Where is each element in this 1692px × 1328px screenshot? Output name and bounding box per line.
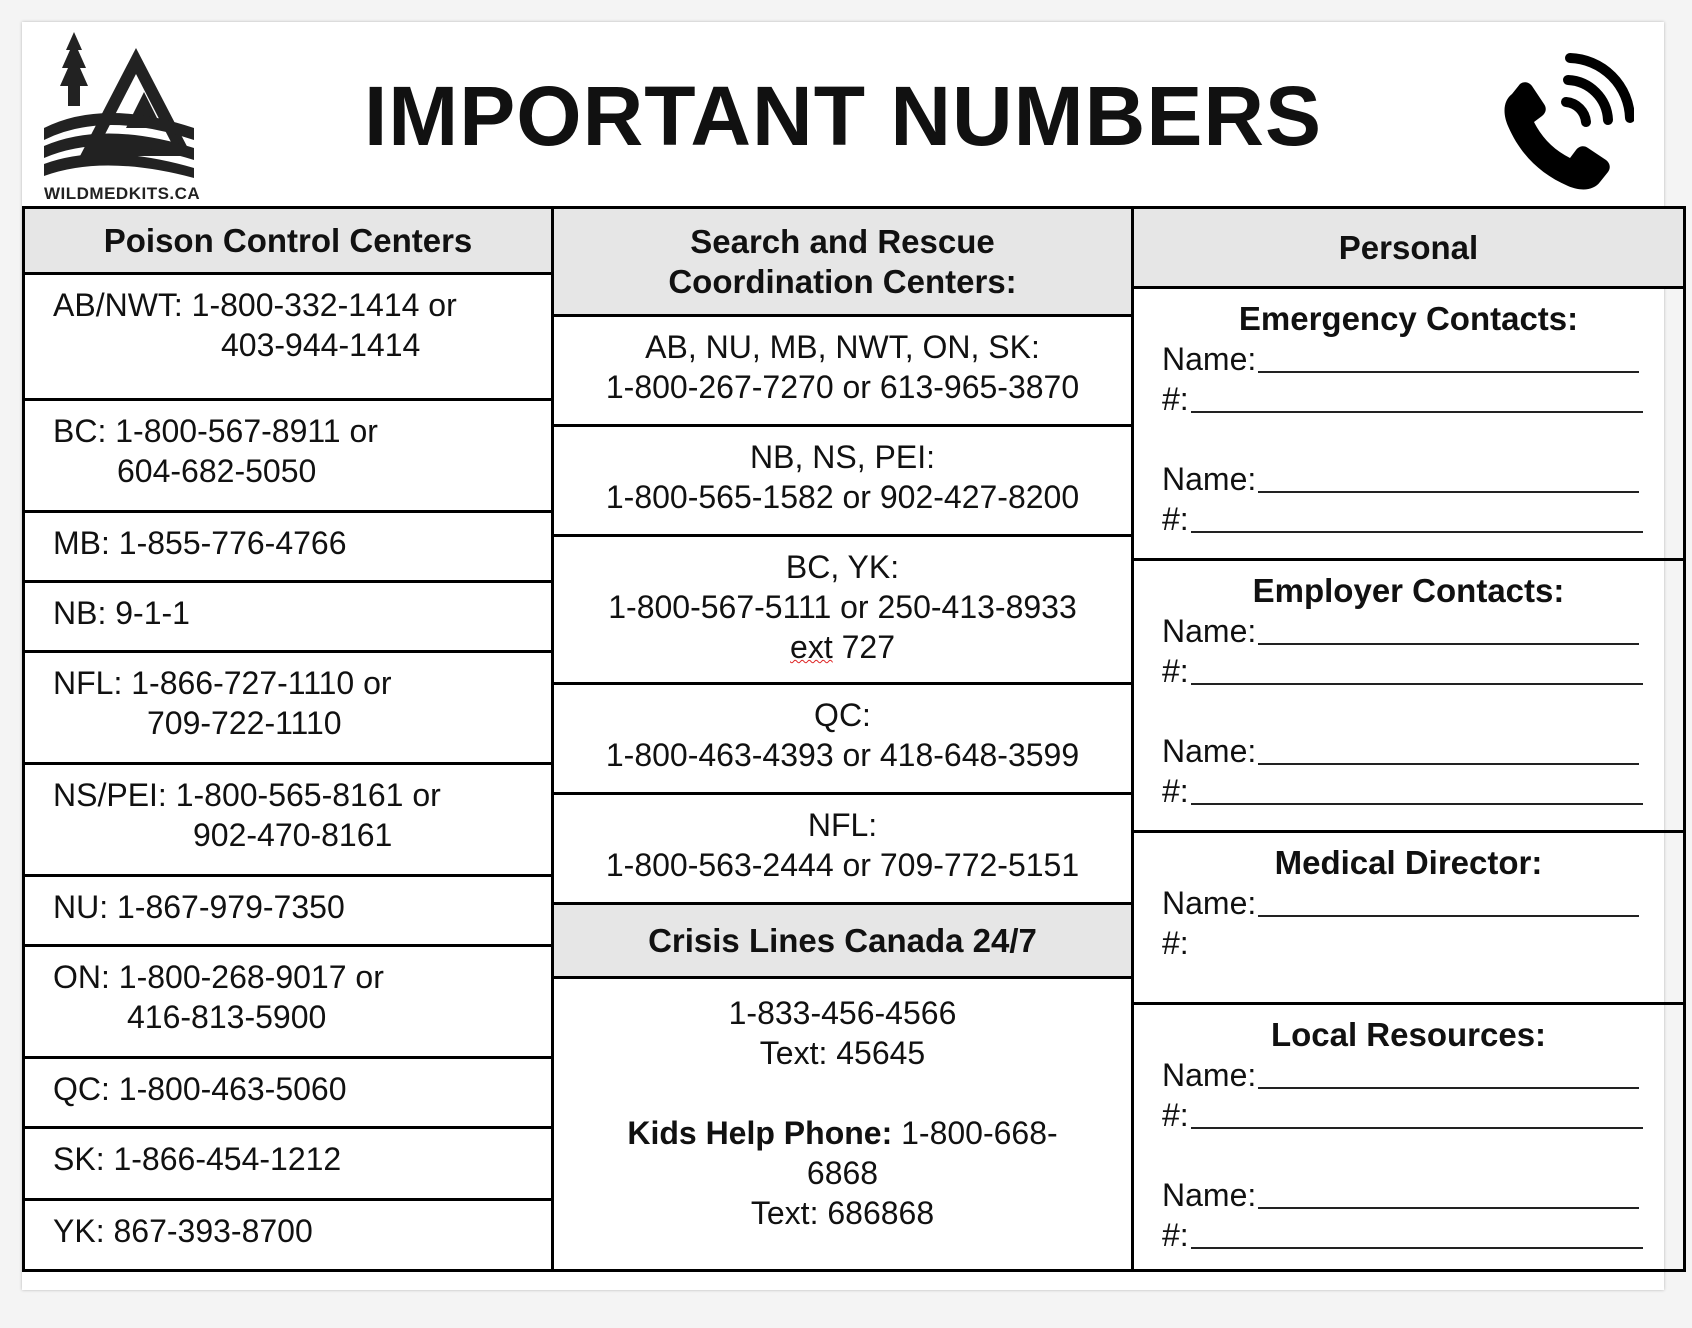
- row-line-cont: 902-470-8161: [193, 817, 393, 853]
- poison-row-qc: [25, 1059, 551, 1129]
- row-line: YK: 867-393-8700: [53, 1213, 313, 1249]
- crisis-lines-header: Crisis Lines Canada 24/7: [554, 905, 1131, 979]
- name-label: Name:: [1162, 461, 1257, 497]
- row-line: NB, NS, PEI:: [750, 439, 935, 475]
- number-blank: [1191, 411, 1643, 413]
- name-label: Name:: [1162, 1177, 1257, 1213]
- name-field[interactable]: [1162, 883, 1683, 923]
- name-blank: [1258, 1087, 1639, 1089]
- name-field[interactable]: [1162, 459, 1683, 499]
- phone-ringing-icon: [1484, 50, 1634, 200]
- row-line: BC: 1-800-567-8911 or: [53, 413, 378, 449]
- sar-row-bc-yk: [554, 537, 1131, 685]
- spacer: [554, 1073, 1131, 1113]
- page: [22, 22, 1664, 1290]
- row-line: [554, 627, 1131, 667]
- row-line: NFL:: [807, 807, 878, 843]
- number-blank: [1191, 1247, 1643, 1249]
- kids-help-line: [554, 1113, 1131, 1153]
- name-label: Name:: [1162, 341, 1257, 377]
- number-field[interactable]: [1162, 923, 1683, 963]
- poison-control-column: [22, 206, 554, 1272]
- row-line: ON: 1-800-268-9017 or: [53, 959, 384, 995]
- poison-row-bc: [25, 401, 551, 513]
- row-line: BC, YK:: [785, 549, 900, 585]
- name-label: Name:: [1162, 733, 1257, 769]
- employer-contacts-title: Employer Contacts:: [1252, 572, 1565, 609]
- name-blank: [1258, 491, 1639, 493]
- row-line: NU: 1-867-979-7350: [53, 889, 345, 925]
- row-line-cont: 416-813-5900: [127, 999, 327, 1035]
- number-field[interactable]: [1162, 1215, 1683, 1255]
- local-resources-title: Local Resources:: [1270, 1016, 1547, 1053]
- poison-row-on: [25, 947, 551, 1059]
- page-title: IMPORTANT NUMBERS: [363, 69, 1323, 163]
- poison-row-nb: [25, 583, 551, 653]
- name-label: Name:: [1162, 885, 1257, 921]
- poison-row-sk: [25, 1129, 551, 1201]
- kids-help-phone: 1-800-668-: [892, 1115, 1058, 1151]
- row-line-cont: 604-682-5050: [117, 453, 317, 489]
- sar-row-nb-group: [554, 427, 1131, 537]
- search-rescue-header: [554, 209, 1131, 317]
- ext-word: ext: [790, 629, 833, 665]
- kids-help-phone-cont: 6868: [806, 1155, 879, 1191]
- emergency-contacts-section: [1134, 289, 1683, 561]
- name-label: Name:: [1162, 1057, 1257, 1093]
- number-blank: [1191, 531, 1643, 533]
- logo-text: WILDMEDKITS.CA: [44, 184, 201, 203]
- number-label: #:: [1162, 381, 1189, 417]
- name-blank: [1258, 915, 1639, 917]
- name-field[interactable]: [1162, 731, 1683, 771]
- sar-row-qc: [554, 685, 1131, 795]
- name-blank: [1258, 371, 1639, 373]
- row-line-cont: 403-944-1414: [221, 327, 421, 363]
- poison-control-header: Poison Control Centers: [25, 209, 551, 275]
- header-line: Coordination Centers:: [668, 262, 1017, 300]
- name-blank: [1258, 643, 1639, 645]
- medical-director-title: Medical Director:: [1274, 844, 1543, 881]
- name-field[interactable]: [1162, 1175, 1683, 1215]
- poison-row-yk: [25, 1201, 551, 1269]
- row-line: QC: 1-800-463-5060: [53, 1071, 347, 1107]
- poison-row-ab-nwt: [25, 275, 551, 401]
- kids-help-label: Kids Help Phone:: [627, 1115, 893, 1151]
- name-blank: [1258, 763, 1639, 765]
- number-label: #:: [1162, 773, 1189, 809]
- row-line: 1-800-563-2444 or 709-772-5151: [605, 847, 1080, 883]
- number-label: #:: [1162, 925, 1189, 961]
- name-field[interactable]: [1162, 339, 1683, 379]
- local-resources-section: [1134, 1005, 1683, 1267]
- row-line-cont: 709-722-1110: [147, 705, 342, 741]
- personal-column: [1131, 206, 1686, 1272]
- row-line: SK: 1-866-454-1212: [53, 1141, 342, 1177]
- ext-number: 727: [832, 629, 895, 665]
- crisis-lines-body: [554, 979, 1131, 1269]
- number-label: #:: [1162, 1097, 1189, 1133]
- number-blank: [1191, 683, 1643, 685]
- crisis-text: Text: 45645: [759, 1035, 926, 1071]
- number-field[interactable]: [1162, 771, 1683, 811]
- row-line: QC:: [814, 697, 871, 733]
- row-line: NFL: 1-866-727-1110 or: [53, 665, 392, 701]
- row-line: NS/PEI: 1-800-565-8161 or: [53, 777, 441, 813]
- spacer: [1162, 1135, 1683, 1175]
- number-field[interactable]: [1162, 499, 1683, 539]
- header-line: Search and Rescue: [690, 222, 995, 260]
- row-line: AB/NWT: 1-800-332-1414 or: [53, 287, 457, 323]
- poison-row-nfl: [25, 653, 551, 765]
- number-label: #:: [1162, 501, 1189, 537]
- row-line: AB, NU, MB, NWT, ON, SK:: [645, 329, 1040, 365]
- search-rescue-column: [551, 206, 1134, 1272]
- sar-row-ab-group: [554, 317, 1131, 427]
- name-field[interactable]: [1162, 611, 1683, 651]
- crisis-phone: 1-833-456-4566: [728, 995, 957, 1031]
- number-field[interactable]: [1162, 1095, 1683, 1135]
- number-field[interactable]: [1162, 379, 1683, 419]
- name-label: Name:: [1162, 613, 1257, 649]
- number-blank: [1191, 1127, 1643, 1129]
- poison-row-mb: [25, 513, 551, 583]
- name-field[interactable]: [1162, 1055, 1683, 1095]
- personal-header: Personal: [1134, 209, 1683, 289]
- poison-row-ns-pei: [25, 765, 551, 877]
- row-line: MB: 1-855-776-4766: [53, 525, 347, 561]
- employer-contacts-section: [1134, 561, 1683, 833]
- row-line: 1-800-567-5111 or 250-413-8933: [608, 589, 1077, 625]
- sar-row-nfl: [554, 795, 1131, 905]
- row-line: 1-800-463-4393 or 418-648-3599: [605, 737, 1080, 773]
- number-label: #:: [1162, 653, 1189, 689]
- spacer: [1162, 419, 1683, 459]
- number-blank: [1191, 803, 1643, 805]
- medical-director-section: [1134, 833, 1683, 1005]
- number-field[interactable]: [1162, 651, 1683, 691]
- poison-row-nu: [25, 877, 551, 947]
- emergency-contacts-title: Emergency Contacts:: [1238, 300, 1579, 337]
- number-label: #:: [1162, 1217, 1189, 1253]
- row-line: NB: 9-1-1: [53, 595, 190, 631]
- kids-help-text: Text: 686868: [750, 1195, 935, 1231]
- spacer: [1162, 691, 1683, 731]
- row-line: 1-800-565-1582 or 902-427-8200: [605, 479, 1080, 515]
- row-line: 1-800-267-7270 or 613-965-3870: [605, 369, 1080, 405]
- name-blank: [1258, 1207, 1639, 1209]
